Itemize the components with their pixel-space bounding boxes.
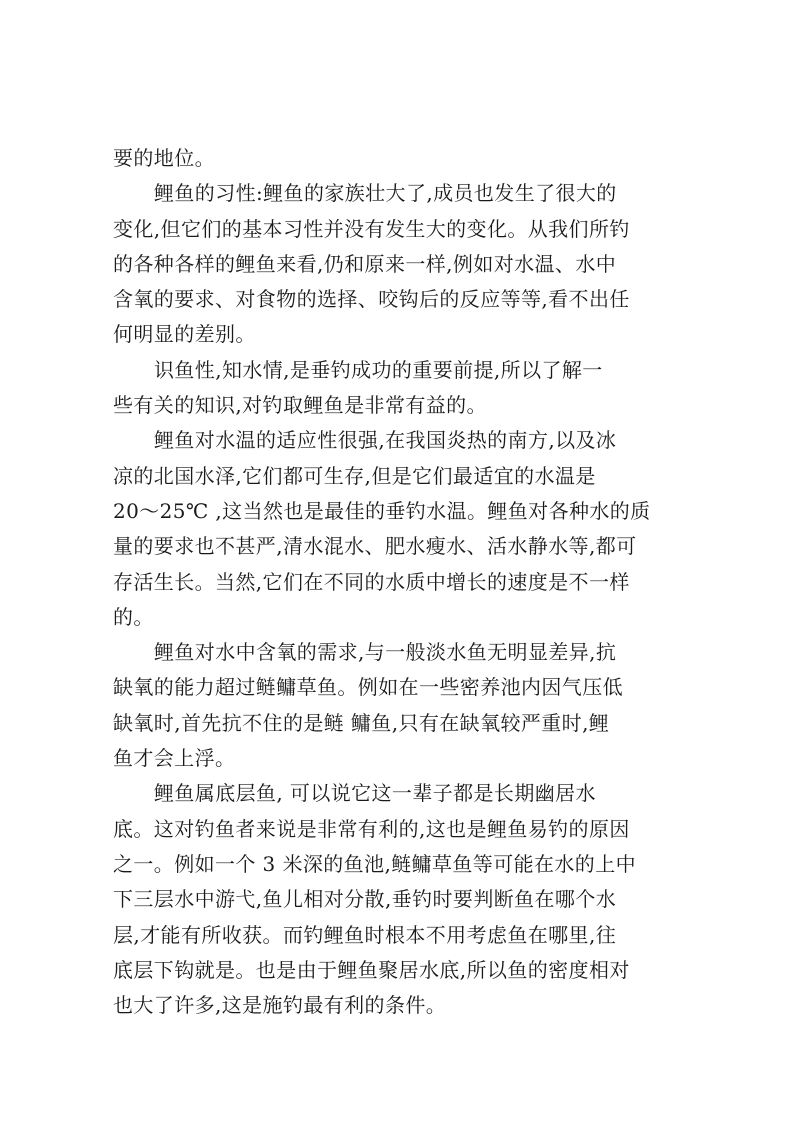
body-text <box>113 141 651 1023</box>
text-line: 的各种各样的鲤鱼来看,仍和原来一样,例如对水温、水中 <box>113 251 617 276</box>
text-line: 些有关的知识,对钓取鲤鱼是非常有益的。 <box>113 393 487 418</box>
text-line: 层,才能有所收获。而钓鲤鱼时根本不用考虑鱼在哪里,往 <box>113 922 617 947</box>
text-line: 鲤鱼属底层鱼, 可以说它这一辈子都是长期幽居水 <box>154 781 596 806</box>
text-line: 缺氧的能力超过鲢鳙草鱼。例如在一些密养池内因气压低 <box>113 675 623 700</box>
text-line: 含氧的要求、对食物的选择、咬钩后的反应等等,看不出任 <box>113 287 630 312</box>
text-line: 之一。例如一个 3 米深的鱼池,鲢鳙草鱼等可能在水的上中 <box>113 851 636 876</box>
text-line: 鲤鱼对水中含氧的需求,与一般淡水鱼无明显差异,抗 <box>154 640 617 665</box>
text-line: 鱼才会上浮。 <box>113 746 236 771</box>
text-line: 何明显的差别。 <box>113 322 256 347</box>
text-line: 量的要求也不甚严,清水混水、肥水瘦水、活水静水等,都可 <box>113 534 637 559</box>
text-line: 的。 <box>113 604 154 629</box>
text-line: 缺氧时,首先抗不住的是鲢 鳙鱼,只有在缺氧较严重时,鲤 <box>113 710 610 735</box>
text-line: 底层下钩就是。也是由于鲤鱼聚居水底,所以鱼的密度相对 <box>113 957 630 982</box>
text-line: 鲤鱼对水温的适应性很强,在我国炎热的南方,以及冰 <box>154 428 617 453</box>
text-line: 底。这对钓鱼者来说是非常有利的,这也是鲤鱼易钓的原因 <box>113 816 630 841</box>
text-line: 鲤鱼的习性:鲤鱼的家族壮大了,成员也发生了很大的 <box>154 181 617 206</box>
text-line: 凉的北国水泽,它们都可生存,但是它们最适宜的水温是 <box>113 463 596 488</box>
text-line: 也大了许多,这是施钓最有利的条件。 <box>113 993 447 1018</box>
text-line: 20～25℃ ,这当然也是最佳的垂钓水温。鲤鱼对各种水的质 <box>113 498 651 523</box>
text-line: 存活生长。当然,它们在不同的水质中增长的速度是不一样 <box>113 569 630 594</box>
text-line: 变化,但它们的基本习性并没有发生大的变化。从我们所钓 <box>113 216 630 241</box>
text-line: 下三层水中游弋,鱼儿相对分散,垂钓时要判断鱼在哪个水 <box>113 887 617 912</box>
text-line: 要的地位。 <box>113 146 215 170</box>
text-line: 识鱼性,知水情,是垂钓成功的重要前提,所以了解一 <box>154 357 603 382</box>
